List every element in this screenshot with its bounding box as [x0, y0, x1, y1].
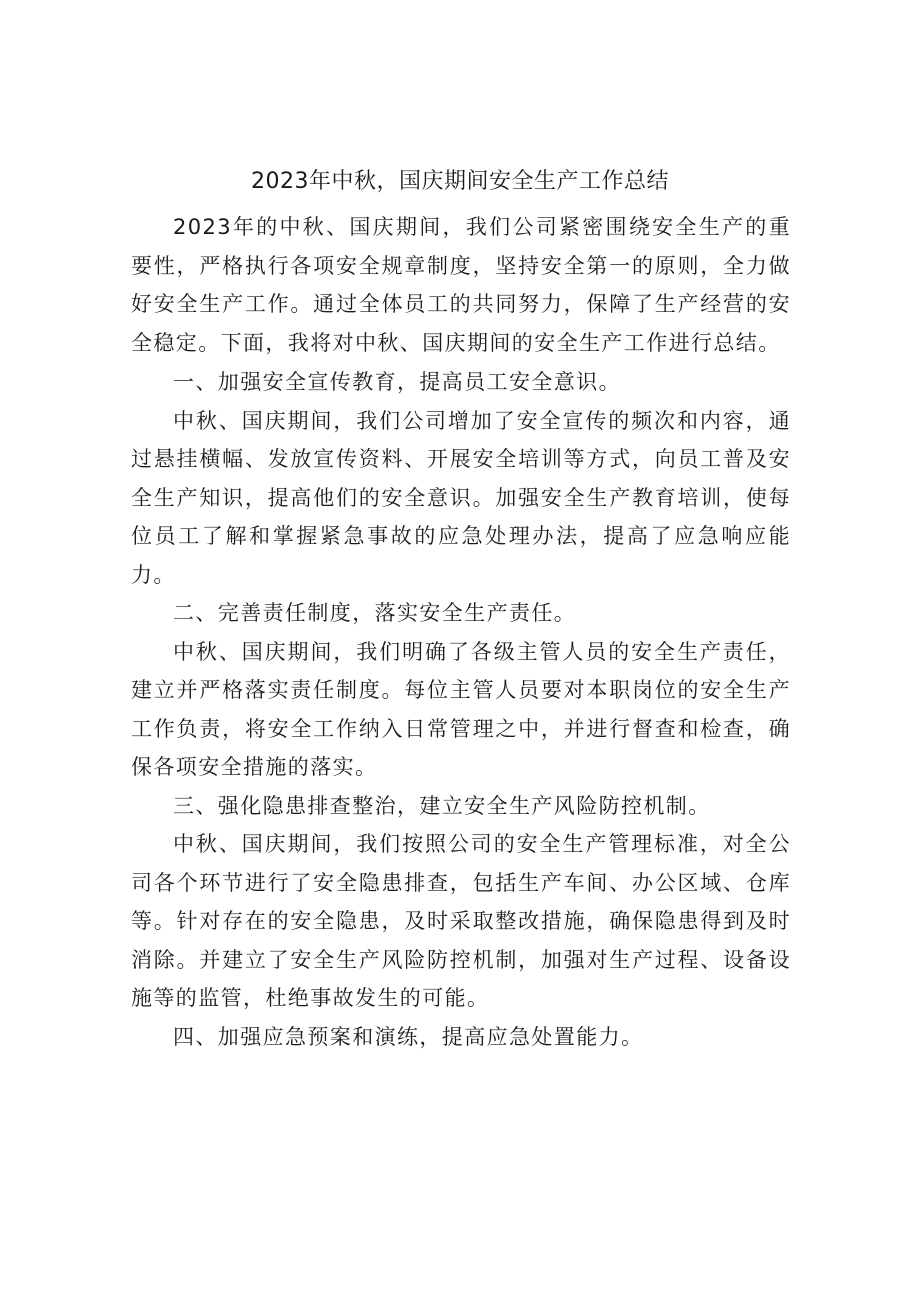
section-1-heading: 一、加强安全宣传教育，提高员工安全意识。: [173, 370, 621, 394]
section-2-heading: 二、完善责任制度，落实安全生产责任。: [173, 601, 577, 625]
document-body: [131, 208, 791, 1056]
section-4-heading: 四、加强应急预案和演练，提高应急处置能力。: [173, 1024, 644, 1049]
section-2-paragraph: 中秋、国庆期间，我们明确了各级主管人员的安全生产责任，建立并严格落实责任制度。每位主管人员要对本职岗位的安全生产工作负责，将安全工作纳入日常管理之中，并进行督查和检查，确保各项安全措施的落实。: [131, 639, 791, 779]
section-3-paragraph: 中秋、国庆期间，我们按照公司的安全生产管理标准，对全公司各个环节进行了安全隐患排查，包括生产车间、办公区域、仓库等。针对存在的安全隐患，及时采取整改措施，确保隐患得到及时消除。并建立了安全生产风险防控机制，加强对生产过程、设备设施等的监管，杜绝事故发生的可能。: [131, 832, 791, 1010]
document-title: 2023年中秋，国庆期间安全生产工作总结: [251, 169, 669, 194]
section-1-paragraph: 中秋、国庆期间，我们公司增加了安全宣传的频次和内容，通过悬挂横幅、发放宣传资料、开展安全培训等方式，向员工普及安全生产知识，提高他们的安全意识。加强安全生产教育培训，使每位员工了解和掌握紧急事故的应急处理办法，提高了应急响应能力。: [131, 408, 791, 587]
section-3-heading: 三、强化隐患排查整治，建立安全生产风险防控机制。: [173, 793, 711, 818]
intro-paragraph: 2023年的中秋、国庆期间，我们公司紧密围绕安全生产的重要性，严格执行各项安全规章制度，坚持安全第一的原则，全力做好安全生产工作。通过全体员工的共同努力，保障了生产经营的安全稳定。下面，我将对中秋、国庆期间的安全生产工作进行总结。: [131, 215, 791, 355]
